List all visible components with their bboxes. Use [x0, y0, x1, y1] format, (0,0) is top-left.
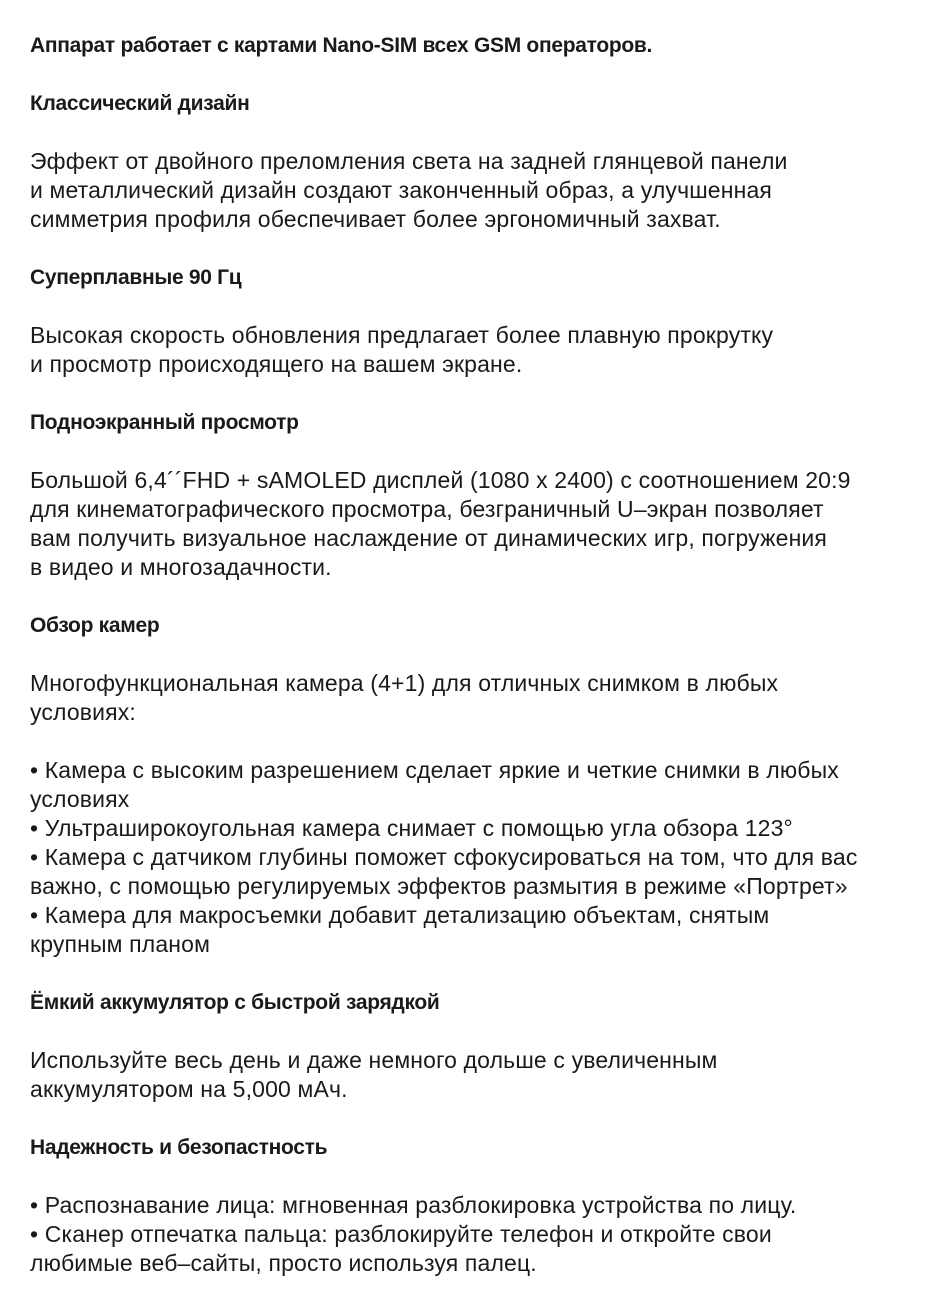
section-heading-camera: Обзор камер [30, 614, 160, 637]
list-item: любимые веб–сайты, просто используя палец. [30, 1250, 537, 1276]
text-line: Используйте весь день и даже немного дольше с увеличенным [30, 1047, 718, 1073]
section-text-display [30, 466, 917, 582]
text-line: условиях: [30, 699, 136, 725]
spacer [30, 234, 917, 263]
text-line: симметрия профиля обеспечивает более эргономичный захват. [30, 206, 721, 232]
text-line: Многофункциональная камера (4+1) для отличных снимком в любых [30, 670, 779, 696]
list-item: • Распознавание лица: мгновенная разблокировка устройства по лицу. [30, 1192, 797, 1218]
text-line: аккумулятором на 5,000 мАч. [30, 1076, 348, 1102]
spacer [30, 379, 917, 408]
spacer [30, 727, 917, 756]
text-line: вам получить визуальное наслаждение от динамических игр, погружения [30, 525, 828, 551]
text-line: и металлический дизайн создают законченный образ, а улучшенная [30, 177, 772, 203]
section-text-security [30, 1191, 917, 1278]
spacer [30, 582, 917, 611]
spacer [30, 437, 917, 466]
text-line: Эффект от двойного преломления света на задней глянцевой панели [30, 148, 788, 174]
section-text-camera-intro [30, 669, 917, 727]
spacer [30, 1104, 917, 1133]
section-heading-refresh: Суперплавные 90 Гц [30, 266, 242, 289]
spacer [30, 292, 917, 321]
list-item: условиях [30, 786, 130, 812]
section-heading-design: Классический дизайн [30, 92, 250, 115]
section-text-battery [30, 1046, 917, 1104]
sim-intro: Аппарат работает с картами Nano-SIM всех GSM операторов. [30, 34, 653, 57]
list-item: • Сканер отпечатка пальца: разблокируйте телефон и откройте свои [30, 1221, 772, 1247]
text-line: в видео и многозадачности. [30, 554, 332, 580]
section-heading-security: Надежность и безопастность [30, 1136, 328, 1159]
spacer [30, 118, 917, 147]
spacer [30, 1162, 917, 1191]
list-item: • Камера с высоким разрешением сделает яркие и четкие снимки в любых [30, 757, 839, 783]
spacer [30, 1017, 917, 1046]
list-item: • Камера для макросъемки добавит детализацию объектам, снятым [30, 902, 770, 928]
list-item: крупным планом [30, 931, 211, 957]
spacer [30, 640, 917, 669]
section-heading-display: Подноэкранный просмотр [30, 411, 299, 434]
text-line: для кинематографического просмотра, безграничный U–экран позволяет [30, 496, 824, 522]
text-line: Большой 6,4´´FHD + sAMOLED дисплей (1080 x 2400) с соотношением 20:9 [30, 467, 851, 493]
text-line: и просмотр происходящего на вашем экране. [30, 351, 523, 377]
spacer [30, 60, 917, 89]
section-text-design [30, 147, 917, 234]
section-text-refresh [30, 321, 917, 379]
list-item: • Ультраширокоугольная камера снимает с помощью угла обзора 123° [30, 815, 793, 841]
camera-bullet-list [30, 756, 917, 959]
list-item: • Камера с датчиком глубины поможет сфокусироваться на том, что для вас [30, 844, 858, 870]
section-heading-battery: Ёмкий аккумулятор с быстрой зарядкой [30, 991, 440, 1014]
list-item: важно, с помощью регулируемых эффектов размытия в режиме «Портрет» [30, 873, 848, 899]
text-line: Высокая скорость обновления предлагает более плавную прокрутку [30, 322, 774, 348]
spacer [30, 959, 917, 988]
